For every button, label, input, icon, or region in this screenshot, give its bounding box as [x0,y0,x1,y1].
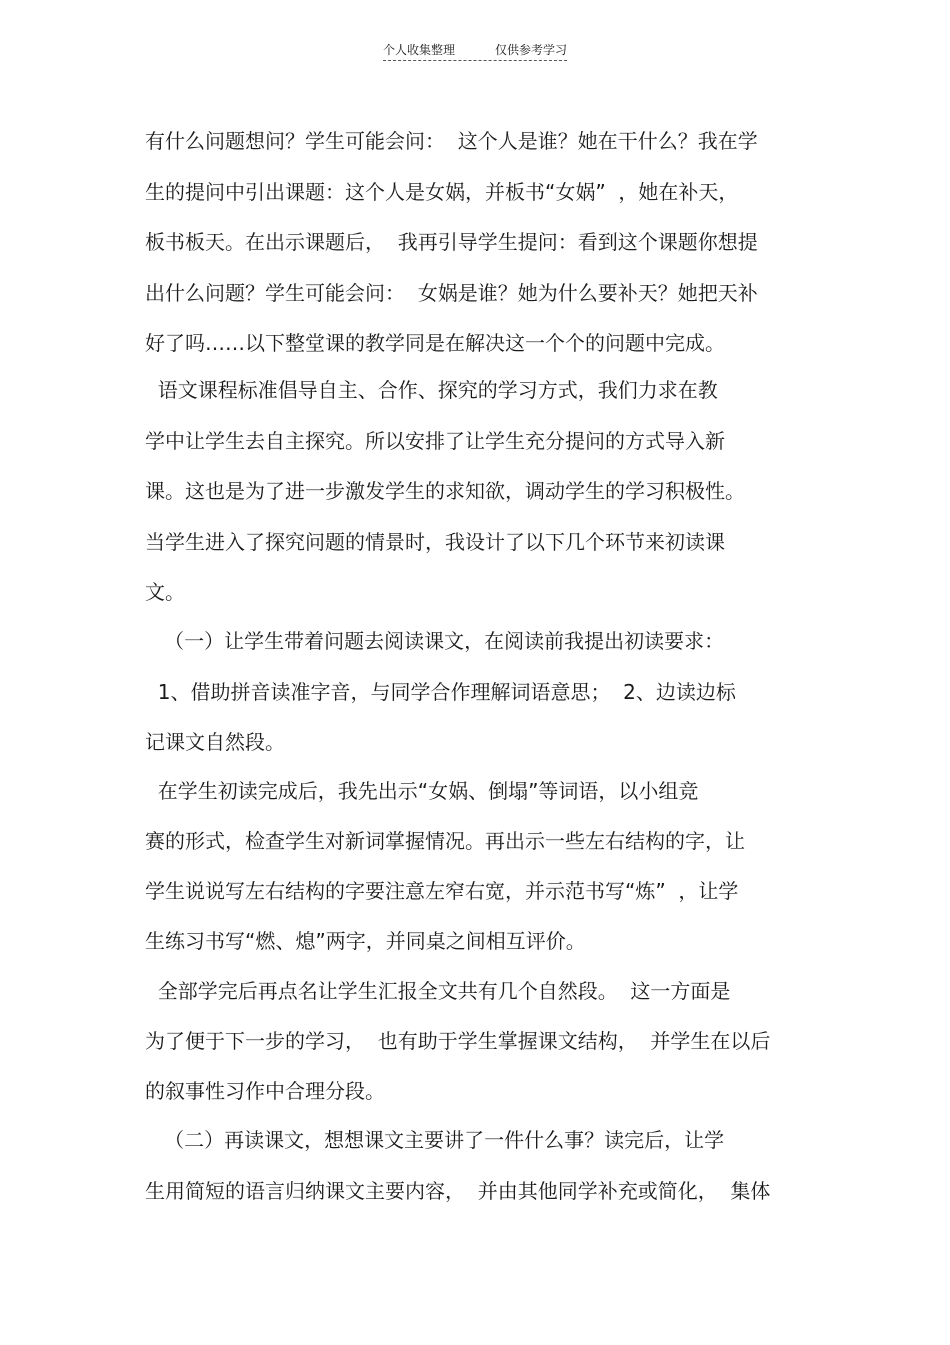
text-line: 的叙事性习作中合理分段。 [145,1079,385,1103]
text-line: 为了便于下一步的学习， 也有助于学生掌握课文结构， 并学生在以后 [145,1029,771,1053]
text-line: 在学生初读完成后，我先出示“女娲、倒塌”等词语，以小组竞 [145,779,699,803]
text-line: 生练习书写“燃、熄”两字，并同桌之间相互评价。 [145,929,586,953]
text-line: 记课文自然段。 [145,730,285,754]
text-line: 出什么问题？学生可能会问： 女娲是谁？她为什么要补天？她把天补 [145,281,758,305]
text-line: 学生说说写左右结构的字要注意左窄右宽，并示范书写“炼” ，让学 [145,879,739,903]
page-header [383,38,567,61]
text-line: 语文课程标准倡导自主、合作、探究的学习方式，我们力求在教 [145,378,718,402]
header-right-text: 仅供参考学习 [494,42,567,57]
text-line: 生的提问中引出课题：这个人是女娲，并板书“女娲” ，她在补天， [145,180,739,204]
text-line: 好了吗……以下整堂课的教学同是在解决这一个个的问题中完成。 [145,331,725,355]
text-line: （一）让学生带着问题去阅读课文，在阅读前我提出初读要求： [145,629,725,653]
header-left-text: 个人收集整理 [383,42,456,57]
text-line: 1、借助拼音读准字音，与同学合作理解词语意思； 2、边读边标 [145,680,736,704]
text-line: 全部学完后再点名让学生汇报全文共有几个自然段。 这一方面是 [145,979,731,1003]
text-line: 赛的形式，检查学生对新词掌握情况。再出示一些左右结构的字，让 [145,829,745,853]
text-line: （二）再读课文，想想课文主要讲了一件什么事？读完后，让学 [145,1128,725,1152]
text-line: 学中让学生去自主探究。所以安排了让学生充分提问的方式导入新 [145,429,725,453]
text-line: 文。 [145,580,185,604]
text-line: 当学生进入了探究问题的情景时，我设计了以下几个环节来初读课 [145,530,725,554]
text-line: 课。这也是为了进一步激发学生的求知欲，调动学生的学习积极性。 [145,479,745,503]
text-line: 生用简短的语言归纳课文主要内容， 并由其他同学补充或简化， 集体 [145,1179,771,1203]
text-line: 有什么问题想问？学生可能会问： 这个人是谁？她在干什么？我在学 [145,129,758,153]
text-line: 板书板天。在出示课题后， 我再引导学生提问：看到这个课题你想提 [145,230,758,254]
